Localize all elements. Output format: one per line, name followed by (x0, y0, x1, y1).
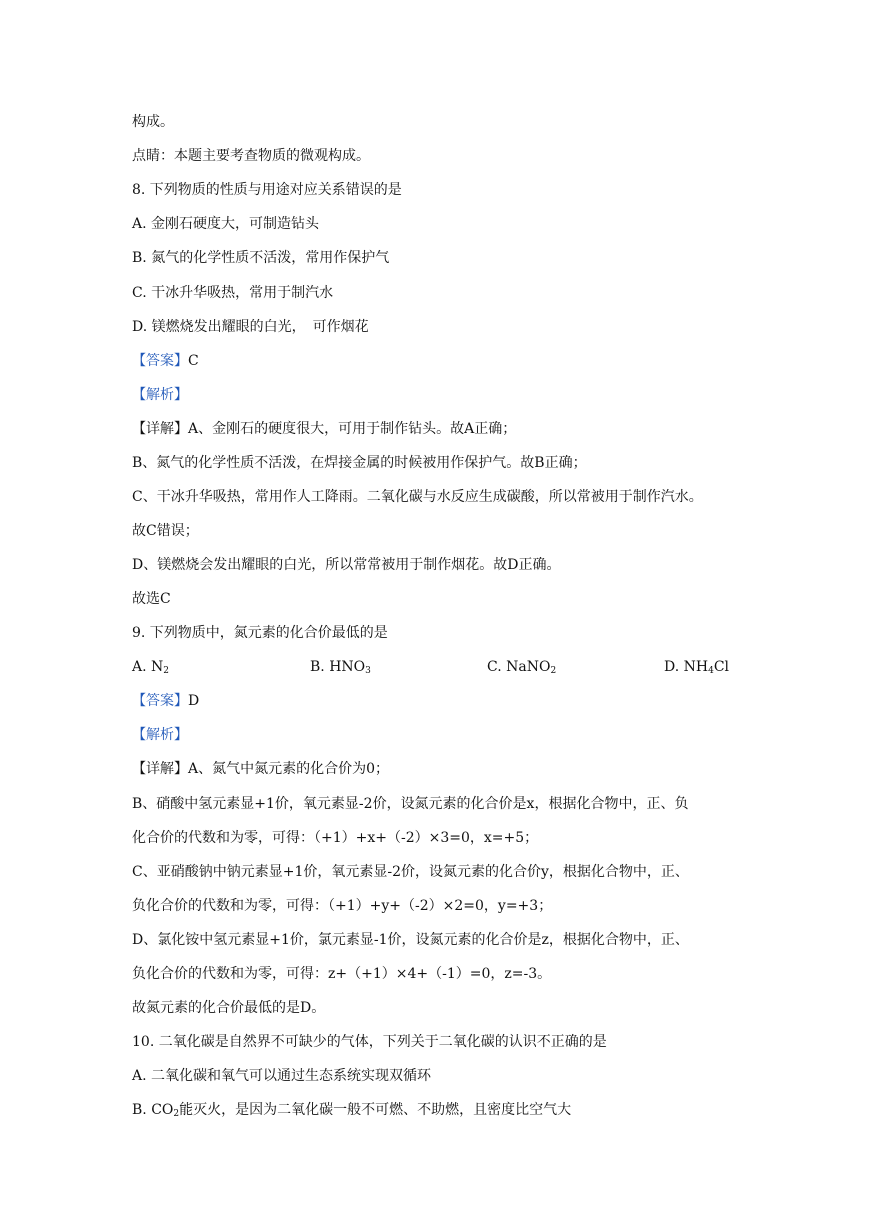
q9-option-b-sub: 3 (365, 666, 371, 676)
answer-value: C (188, 353, 199, 369)
q8-conclusion: 故选C (132, 591, 171, 607)
detail-text: A、氮气中氮元素的化合价为0； (188, 761, 390, 777)
q9-detail-6: D、氯化铵中氢元素显+1价，氯元素显-1价，设氮元素的化合价是z，根据化合物中，正、 (132, 932, 689, 948)
q9-option-d (664, 657, 729, 677)
q9-answer (132, 691, 199, 711)
q9-option-c-text: C. NaNO (487, 659, 551, 675)
q9-option-d-suffix: Cl (713, 659, 730, 675)
q10-option-b-rest: 能灭火，是因为二氧化碳一般不可燃、不助燃，且密度比空气大 (179, 1102, 572, 1118)
q8-detail-5: D、镁燃烧会发出耀眼的白光，所以常常被用于制作烟花。故D正确。 (132, 557, 561, 573)
q8-analysis (132, 385, 188, 405)
q9-detail-7: 负化合价的代数和为零，可得：z+（+1）×4+（-1）=0，z=-3。 (132, 966, 552, 982)
answer-tag: 【答案】 (132, 353, 188, 369)
question-10: 10. 二氧化碳是自然界不可缺少的气体，下列关于二氧化碳的认识不正确的是 (132, 1034, 607, 1050)
analysis-tag: 【解析】 (132, 387, 188, 403)
detail-tag: 【详解】 (132, 421, 188, 437)
q9-option-a (132, 657, 169, 677)
q8-option-c: C. 干冰升华吸热，常用于制汽水 (132, 285, 334, 301)
q9-detail-3: 化合价的代数和为零，可得：（+1）+x+（-2）×3=0，x=+5； (132, 830, 539, 846)
q8-detail-1 (132, 419, 516, 439)
answer-value: D (188, 693, 200, 709)
q9-option-c-sub: 2 (550, 666, 557, 676)
detail-text: A、金刚石的硬度很大，可用于制作钻头。故A正确； (188, 421, 517, 437)
q9-detail-4: C、亚硝酸钠中钠元素显+1价，氧元素显-2价，设氮元素的化合价y，根据化合物中，正、 (132, 864, 689, 880)
q9-option-b-text: B. HNO (310, 659, 366, 675)
q9-option-a-sub: 2 (163, 666, 169, 676)
q8-option-b: B. 氮气的化学性质不活泼，常用作保护气 (132, 250, 390, 266)
q9-option-b (310, 657, 371, 677)
q8-detail-3: C、干冰升华吸热，常用作人工降雨。二氧化碳与水反应生成碳酸，所以常被用于制作汽水。 (132, 489, 703, 505)
question-8: 8. 下列物质的性质与用途对应关系错误的是 (132, 182, 402, 198)
q8-option-a: A. 金刚石硬度大，可制造钻头 (132, 216, 320, 232)
text-line: 构成。 (132, 114, 174, 130)
q10-option-b-sub: 2 (173, 1109, 180, 1119)
q9-detail-1 (132, 759, 389, 779)
answer-tag: 【答案】 (132, 693, 188, 709)
q9-option-c (487, 657, 556, 677)
q9-option-a-text: A. N (132, 659, 164, 675)
detail-tag: 【详解】 (132, 761, 188, 777)
tip-line: 点睛：本题主要考查物质的微观构成。 (132, 148, 370, 164)
q9-analysis (132, 725, 188, 745)
analysis-tag: 【解析】 (132, 727, 188, 743)
q9-option-d-text: D. NH (664, 659, 709, 675)
q10-option-b (132, 1100, 571, 1120)
q8-option-d: D. 镁燃烧发出耀眼的白光， 可作烟花 (132, 319, 369, 335)
q8-answer (132, 351, 199, 371)
q9-detail-5: 负化合价的代数和为零，可得：（+1）+y+（-2）×2=0，y=+3； (132, 898, 553, 914)
q10-option-b-text: B. CO (132, 1102, 174, 1118)
question-9: 9. 下列物质中，氮元素的化合价最低的是 (132, 625, 388, 641)
q9-option-d-sub: 4 (708, 666, 714, 676)
q10-option-a: A. 二氧化碳和氧气可以通过生态系统实现双循环 (132, 1068, 432, 1084)
q8-detail-2: B、氮气的化学性质不活泼，在焊接金属的时候被用作保护气。故B正确； (132, 455, 587, 471)
q9-detail-2: B、硝酸中氢元素显+1价，氧元素显-2价，设氮元素的化合价是x，根据化合物中，正、负 (132, 796, 689, 812)
q8-detail-4: 故C错误； (132, 523, 199, 539)
q9-conclusion: 故氮元素的化合价最低的是D。 (132, 1000, 326, 1016)
